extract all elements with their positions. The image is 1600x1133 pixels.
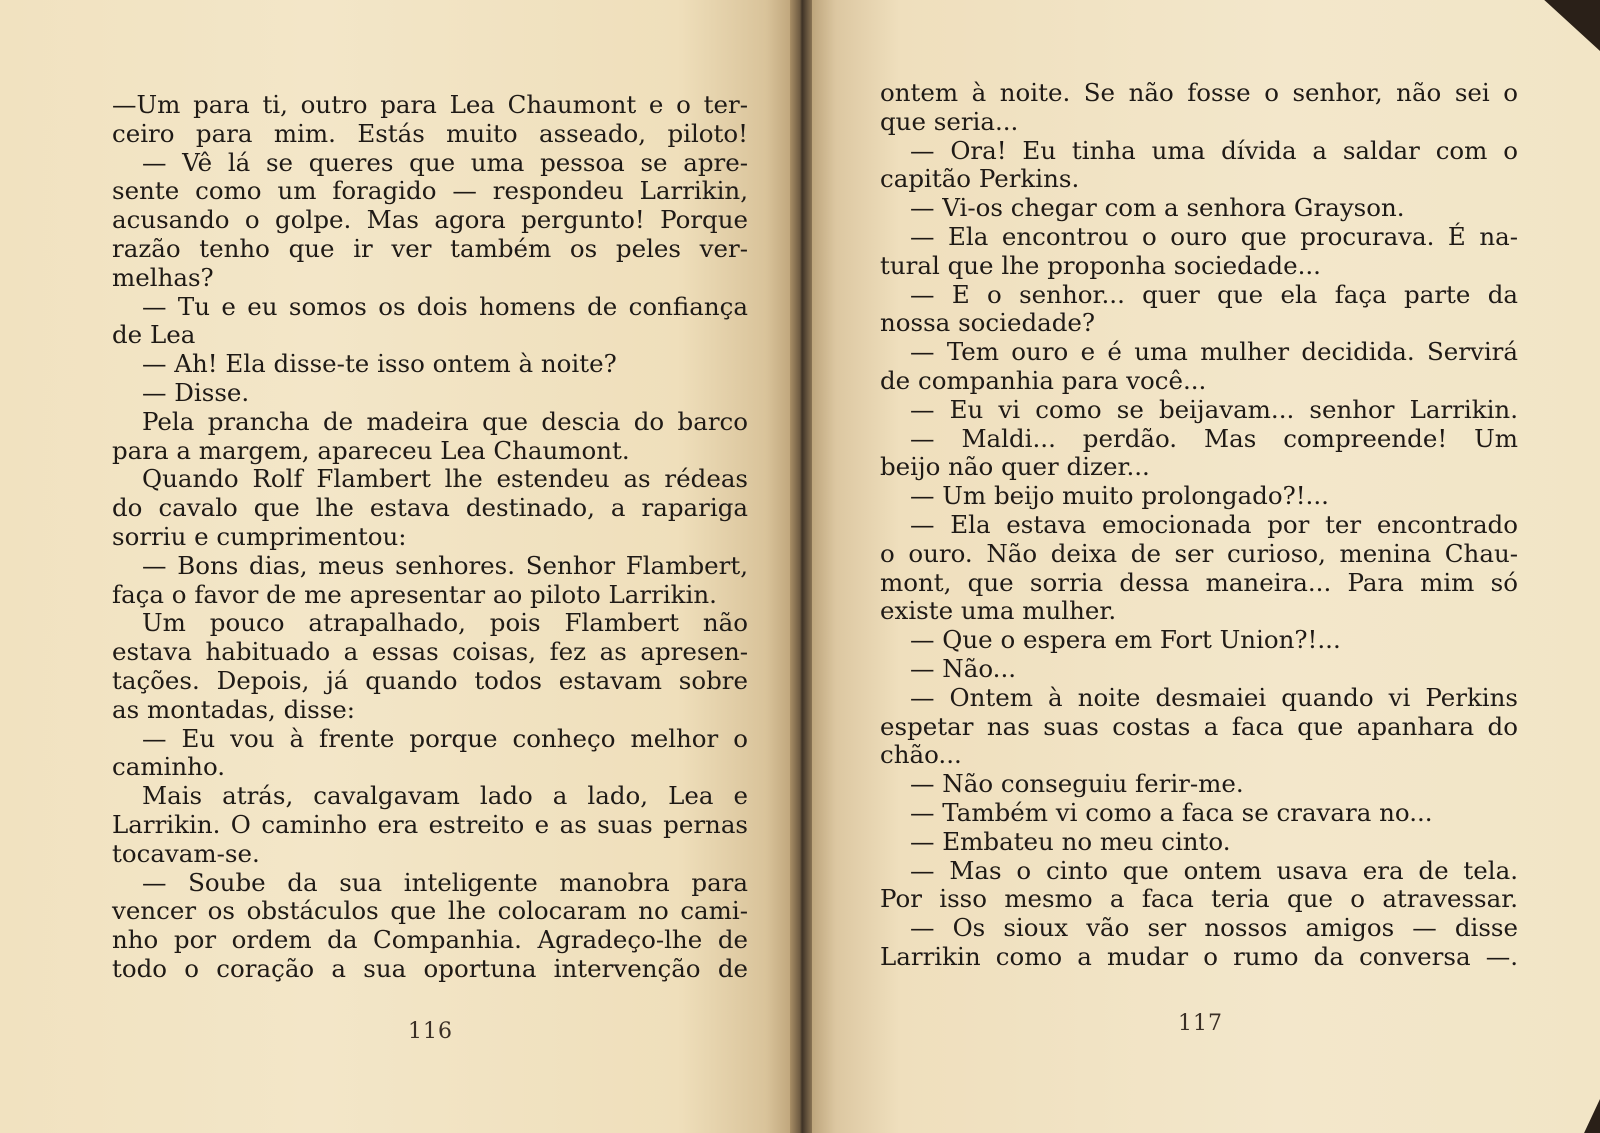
- text-line: — Eu vi como se beijavam... senhor Larrikin.: [910, 394, 1518, 424]
- text-line: — Soube da sua inteligente manobra para: [142, 867, 748, 897]
- text-line: do cavalo que lhe estava destinado, a rapariga: [112, 493, 748, 523]
- text-line: — Ah! Ela disse-te isso ontem à noite?: [142, 349, 617, 379]
- text-line: mont, que sorria dessa maneira... Para mim só: [880, 567, 1518, 597]
- text-line: Por isso mesmo a faca teria que o atravessar.: [880, 884, 1518, 914]
- text-line: para a margem, apareceu Lea Chaumont.: [112, 435, 630, 465]
- text-line: — Um beijo muito prolongado?!...: [910, 481, 1329, 511]
- text-line: caminho.: [112, 752, 226, 782]
- text-line: nho por ordem da Companhia. Agradeço-lhe de: [112, 925, 748, 955]
- text-line: — Disse.: [142, 377, 250, 407]
- text-line: — Vi-os chegar com a senhora Grayson.: [910, 193, 1405, 223]
- text-line: — Não conseguiu ferir-me.: [910, 769, 1244, 799]
- text-line: — Embateu no meu cinto.: [910, 826, 1231, 856]
- page-number-right: 117: [1178, 1011, 1223, 1036]
- text-line: — Maldi... perdão. Mas compreende! Um: [910, 423, 1518, 453]
- text-line: ontem à noite. Se não fosse o senhor, não sei o: [880, 78, 1518, 107]
- text-line: — Mas o cinto que ontem usava era de tela.: [910, 855, 1518, 885]
- text-line: espetar nas suas costas a faca que apanhara do: [880, 711, 1518, 741]
- text-line: — Ontem à noite desmaiei quando vi Perkins: [910, 682, 1518, 712]
- text-line: — Vê lá se queres que uma pessoa se apre-: [142, 147, 748, 177]
- text-line: tocavam-se.: [112, 838, 260, 868]
- text-line: —Um para ti, outro para Lea Chaumont e o ter-: [112, 90, 748, 119]
- text-line: melhas?: [112, 262, 214, 292]
- text-line: todo o coração a sua oportuna intervenção de: [112, 953, 748, 983]
- text-line: chão...: [880, 740, 962, 770]
- text-line: que seria...: [880, 106, 1019, 136]
- text-line: Larrikin como a mudar o rumo da conversa —.: [880, 941, 1518, 971]
- text-line: as montadas, disse:: [112, 694, 356, 724]
- text-line: nossa sociedade?: [880, 308, 1096, 338]
- text-line: o ouro. Não deixa de ser curioso, menina Chau-: [880, 538, 1518, 568]
- text-line: beijo não quer dizer...: [880, 452, 1150, 482]
- right-page-text: [880, 79, 1518, 972]
- text-line: ceiro para mim. Estás muito asseado, piloto!: [112, 118, 748, 148]
- text-line: capitão Perkins.: [880, 164, 1080, 194]
- text-line: tações. Depois, já quando todos estavam sobre: [112, 665, 748, 695]
- book-gutter: [790, 0, 812, 1133]
- text-line: estava habituado a essas coisas, fez as apresen-: [112, 637, 748, 667]
- text-line: — Não...: [910, 653, 1017, 683]
- text-line: — Ela encontrou o ouro que procurava. É na-: [910, 221, 1518, 251]
- text-line: Um pouco atrapalhado, pois Flambert não: [142, 608, 748, 638]
- text-line: sorriu e cumprimentou:: [112, 521, 407, 551]
- text-line: — Tu e eu somos os dois homens de confiança: [142, 291, 748, 321]
- text-line: tural que lhe proponha sociedade...: [880, 250, 1321, 280]
- text-line: — Também vi como a faca se cravara no...: [910, 797, 1433, 827]
- text-line: sente como um foragido — respondeu Larrikin,: [112, 176, 748, 206]
- text-line: — Ora! Eu tinha uma dívida a saldar com o: [910, 135, 1518, 165]
- text-line: vencer os obstáculos que lhe colocaram no cami-: [112, 896, 748, 926]
- text-line: — Eu vou à frente porque conheço melhor o: [142, 723, 748, 753]
- page-number-left: 116: [408, 1019, 453, 1044]
- text-line: razão tenho que ir ver também os peles ver-: [112, 233, 748, 263]
- text-line: Larrikin. O caminho era estreito e as suas pernas: [112, 809, 748, 839]
- text-line: faça o favor de me apresentar ao piloto Larrikin.: [112, 579, 717, 609]
- text-line: Pela prancha de madeira que descia do barco: [142, 406, 748, 436]
- text-line: — E o senhor... quer que ela faça parte da: [910, 279, 1518, 309]
- text-line: Quando Rolf Flambert lhe estendeu as rédeas: [142, 464, 748, 494]
- left-page-text: [112, 91, 748, 984]
- text-line: — Que o espera em Fort Union?!...: [910, 625, 1341, 655]
- text-line: — Bons dias, meus senhores. Senhor Flambert,: [142, 550, 748, 580]
- text-line: acusando o golpe. Mas agora pergunto! Porque: [112, 205, 748, 235]
- text-line: — Tem ouro e é uma mulher decidida. Servirá: [910, 337, 1518, 367]
- text-line: de companhia para você...: [880, 365, 1207, 395]
- text-line: de Lea: [112, 320, 196, 350]
- text-line: — Ela estava emocionada por ter encontrado: [910, 509, 1518, 539]
- text-line: — Os sioux vão ser nossos amigos — disse: [910, 913, 1518, 943]
- text-line: Mais atrás, cavalgavam lado a lado, Lea e: [142, 781, 748, 811]
- text-line: existe uma mulher.: [880, 596, 1117, 626]
